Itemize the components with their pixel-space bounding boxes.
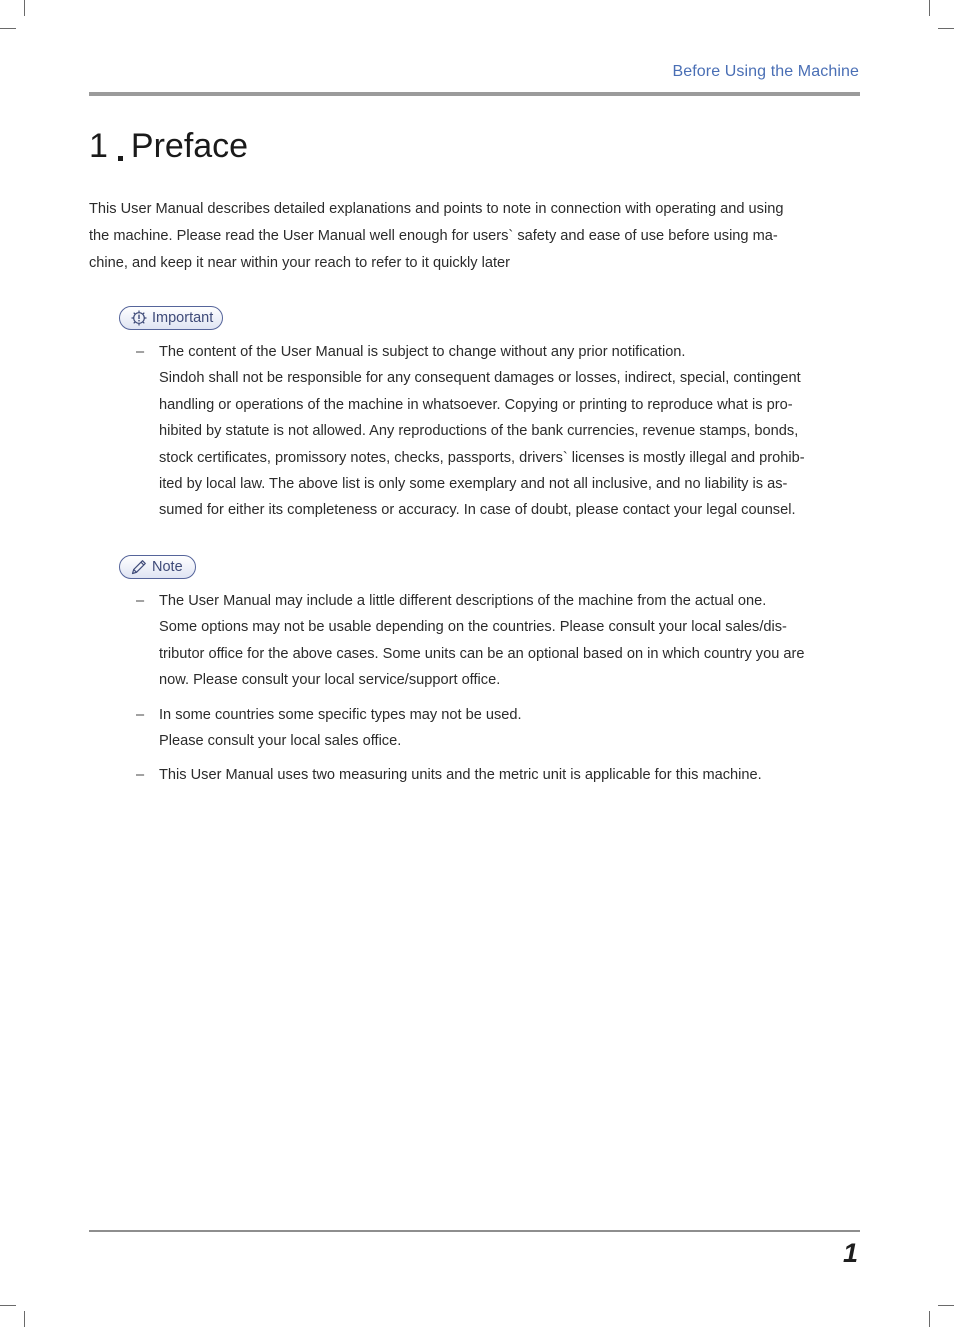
list-marker: – <box>135 344 145 360</box>
note-list <box>134 588 864 789</box>
intro-line: chine, and keep it near within your reach to refer to it quickly later <box>89 255 511 271</box>
list-item-line: Sindoh shall not be responsible for any consequent damages or losses, indirect, special, contingent <box>159 370 801 387</box>
list-marker: – <box>135 706 145 723</box>
note-label: Note <box>152 559 183 575</box>
crop-mark <box>24 0 25 16</box>
chapter-number: 1 <box>89 127 108 165</box>
pencil-icon <box>130 558 148 576</box>
list-item-line: ited by local law. The above list is only some exemplary and not all inclusive, and no liability is as- <box>159 476 788 493</box>
list-item-line: Some options may not be usable depending on the countries. Please consult your local sales/dis- <box>159 619 787 636</box>
intro-line: This User Manual describes detailed explanations and points to note in connection with operating and using <box>89 201 784 217</box>
list-item-line: In some countries some specific types may not be used. <box>159 706 522 723</box>
crop-mark <box>938 1305 954 1306</box>
important-list <box>134 339 864 524</box>
crop-mark <box>929 1311 930 1327</box>
footer-rule <box>89 1230 860 1232</box>
page-number: 1 <box>842 1238 858 1268</box>
list-item-line: hibited by statute is not allowed. Any reproductions of the bank currencies, revenue stamps, bonds, <box>159 423 799 440</box>
running-header: Before Using the Machine <box>672 63 859 80</box>
crop-mark <box>0 28 16 29</box>
note-badge <box>119 555 196 579</box>
list-item-line: now. Please consult your local service/support office. <box>159 672 501 689</box>
list-marker: – <box>135 593 145 609</box>
important-badge <box>119 306 223 330</box>
list-item-line: sumed for either its completeness or accuracy. In case of doubt, please contact your legal counsel. <box>159 502 796 519</box>
list-item-line: Please consult your local sales office. <box>159 733 402 750</box>
crop-mark <box>24 1311 25 1327</box>
intro-line: the machine. Please read the User Manual well enough for users` safety and ease of use before using ma- <box>89 228 778 244</box>
list-item-line: tributor office for the above cases. Some units can be an optional based on in which country you are <box>159 645 805 662</box>
list-item <box>134 588 864 694</box>
chapter-dot <box>118 156 123 161</box>
list-item-line: This User Manual uses two measuring units and the metric unit is applicable for this machine. <box>159 767 762 784</box>
header-rule <box>89 92 860 96</box>
important-gear-icon <box>130 309 148 327</box>
list-item <box>134 762 864 788</box>
list-item-line: The User Manual may include a little different descriptions of the machine from the actual one. <box>159 593 767 609</box>
list-item-line: handling or operations of the machine in whatsoever. Copying or printing to reproduce what is pro- <box>159 396 793 413</box>
intro-paragraph <box>89 196 864 277</box>
crop-mark <box>0 1305 16 1306</box>
list-item <box>134 339 864 524</box>
important-label: Important <box>152 310 214 326</box>
crop-mark <box>938 28 954 29</box>
list-item-line: stock certificates, promissory notes, checks, passports, drivers` licenses is mostly illegal and prohib- <box>159 449 805 466</box>
list-item <box>134 702 864 755</box>
chapter-heading <box>89 127 248 166</box>
chapter-title: Preface <box>130 127 249 165</box>
list-marker: – <box>135 767 145 784</box>
list-item-line: The content of the User Manual is subject to change without any prior notification. <box>159 344 686 360</box>
crop-mark <box>929 0 930 16</box>
